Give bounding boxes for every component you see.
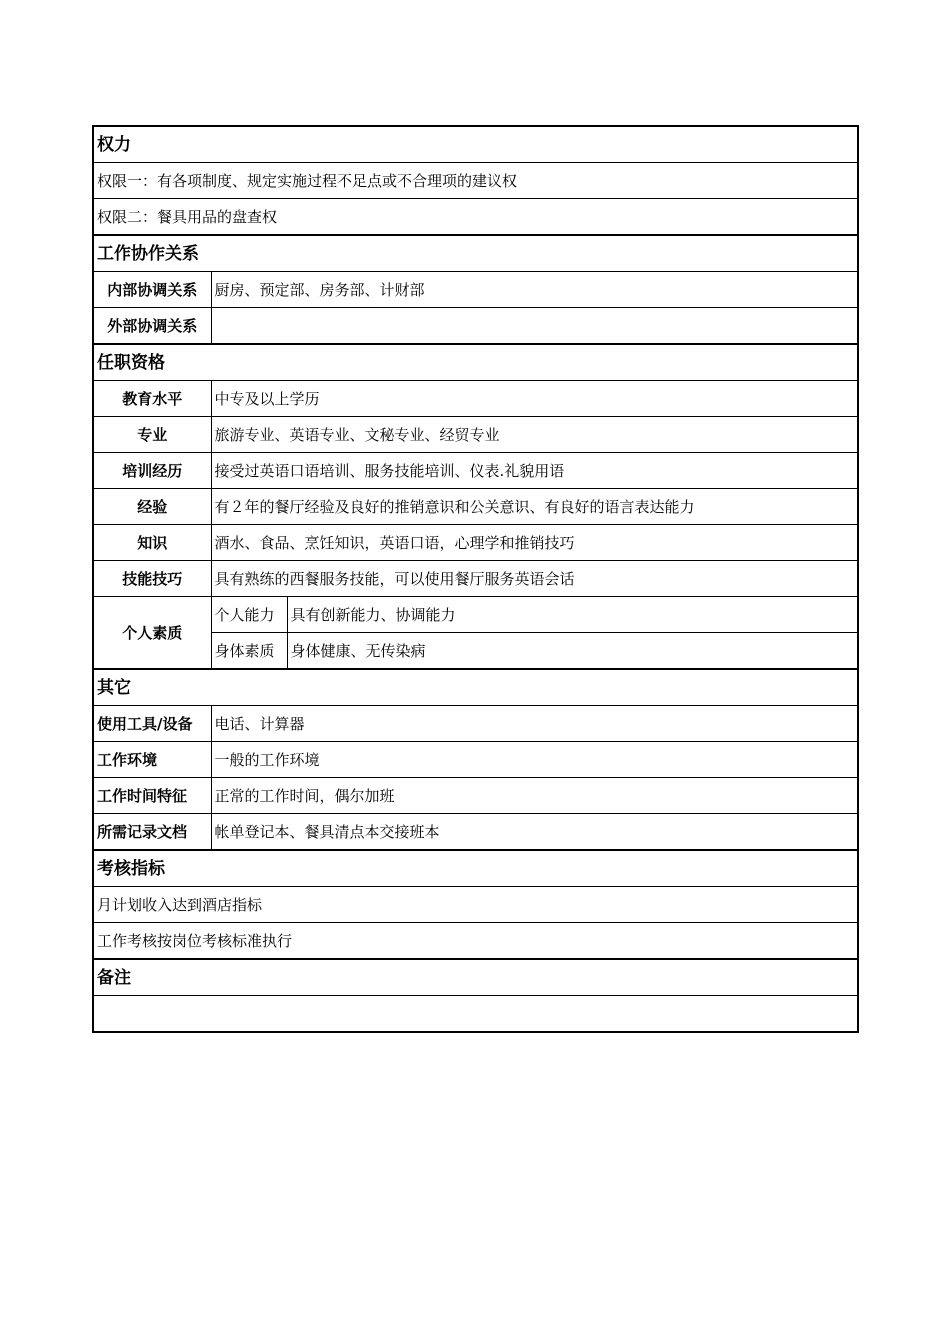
- row-value: 旅游专业、英语专业、文秘专业、经贸专业: [211, 417, 858, 453]
- table-row: [93, 561, 858, 597]
- section-title: 权力: [93, 126, 858, 163]
- assessment-item: 工作考核按岗位考核标准执行: [93, 923, 858, 960]
- assessment-item: 月计划收入达到酒店指标: [93, 887, 858, 923]
- authority-item: 权限一：有各项制度、规定实施过程不足点或不合理项的建议权: [93, 163, 858, 199]
- table-row: [93, 887, 858, 923]
- table-row: [93, 525, 858, 561]
- table-row: [93, 417, 858, 453]
- section-assessment: [93, 850, 858, 887]
- row-label: 使用工具/设备: [93, 706, 211, 742]
- section-title: 考核指标: [93, 850, 858, 887]
- row-label: 知识: [93, 525, 211, 561]
- row-label: 个人素质: [93, 597, 211, 670]
- authority-item: 权限二：餐具用品的盘查权: [93, 199, 858, 236]
- row-label: 外部协调关系: [93, 308, 211, 345]
- table-row: [93, 706, 858, 742]
- sub-label: 个人能力: [211, 597, 287, 633]
- section-remarks: [93, 959, 858, 996]
- table-row: [93, 923, 858, 960]
- section-title: 其它: [93, 669, 858, 706]
- row-value: 具有熟练的西餐服务技能，可以使用餐厅服务英语会话: [211, 561, 858, 597]
- table-row: [93, 199, 858, 236]
- table-row: [93, 597, 858, 633]
- job-description-table: [92, 125, 859, 1033]
- section-authority: [93, 126, 858, 163]
- section-cooperation: [93, 235, 858, 272]
- row-value: [211, 308, 858, 345]
- row-value: 具有创新能力、协调能力: [287, 597, 858, 633]
- table-row: [93, 381, 858, 417]
- row-value: 帐单登记本、餐具清点本交接班本: [211, 814, 858, 851]
- table-row: [93, 163, 858, 199]
- table-row: [93, 742, 858, 778]
- section-other: [93, 669, 858, 706]
- row-value: 电话、计算器: [211, 706, 858, 742]
- table-row: [93, 778, 858, 814]
- row-value: 一般的工作环境: [211, 742, 858, 778]
- section-title: 任职资格: [93, 344, 858, 381]
- table-row: [93, 489, 858, 525]
- remarks-value: [93, 996, 858, 1033]
- section-title: 工作协作关系: [93, 235, 858, 272]
- table-row: [93, 308, 858, 345]
- sub-label: 身体素质: [211, 633, 287, 670]
- row-label: 专业: [93, 417, 211, 453]
- row-value: 酒水、食品、烹饪知识，英语口语，心理学和推销技巧: [211, 525, 858, 561]
- row-label: 经验: [93, 489, 211, 525]
- row-label: 教育水平: [93, 381, 211, 417]
- row-value: 中专及以上学历: [211, 381, 858, 417]
- table-row: [93, 453, 858, 489]
- table-row: [93, 996, 858, 1033]
- row-label: 工作时间特征: [93, 778, 211, 814]
- row-value: 厨房、预定部、房务部、计财部: [211, 272, 858, 308]
- row-value: 正常的工作时间，偶尔加班: [211, 778, 858, 814]
- row-label: 培训经历: [93, 453, 211, 489]
- row-label: 所需记录文档: [93, 814, 211, 851]
- table-row: [93, 272, 858, 308]
- row-value: 接受过英语口语培训、服务技能培训、仪表.礼貌用语: [211, 453, 858, 489]
- row-label: 内部协调关系: [93, 272, 211, 308]
- section-title: 备注: [93, 959, 858, 996]
- row-value: 有２年的餐厅经验及良好的推销意识和公关意识、有良好的语言表达能力: [211, 489, 858, 525]
- row-label: 工作环境: [93, 742, 211, 778]
- section-qualifications: [93, 344, 858, 381]
- row-label: 技能技巧: [93, 561, 211, 597]
- table-row: [93, 814, 858, 851]
- row-value: 身体健康、无传染病: [287, 633, 858, 670]
